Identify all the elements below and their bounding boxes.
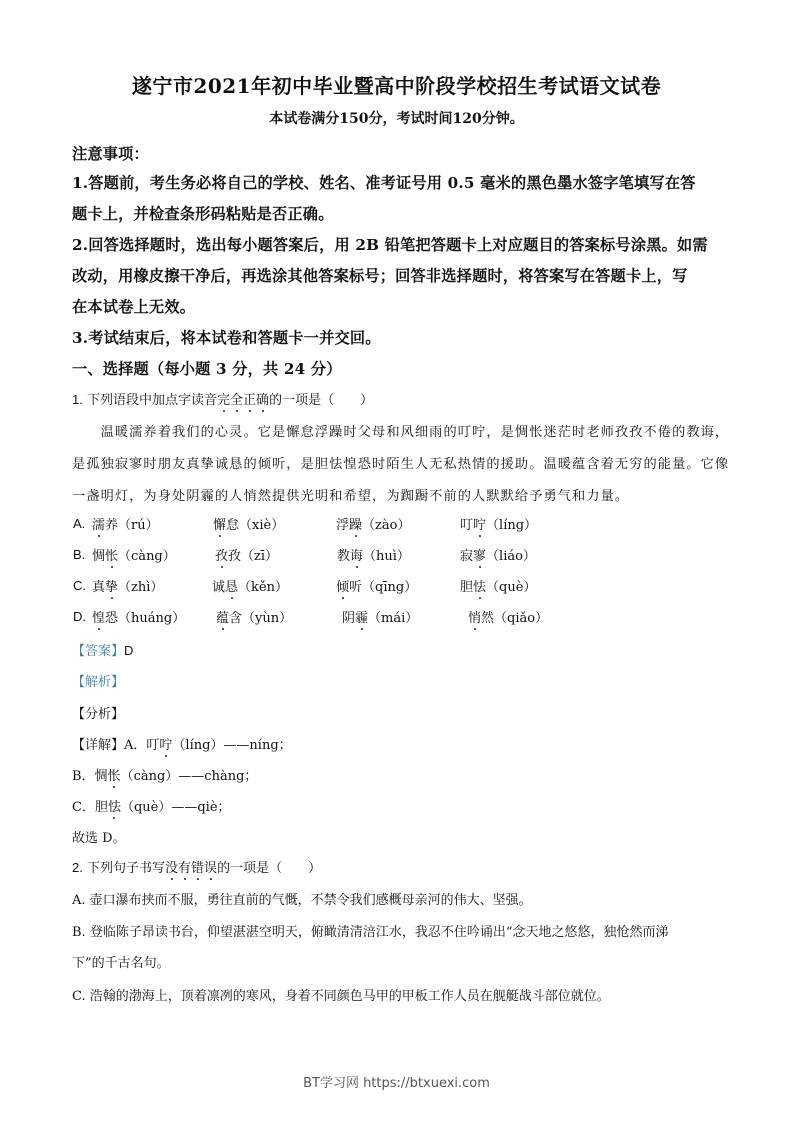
text-fragment: 然（qiǎo） — [481, 611, 549, 626]
text-fragment: （zào） — [362, 518, 411, 533]
emphasized-char: 蕴 — [216, 607, 229, 626]
emphasized-char: 霾 — [355, 607, 368, 626]
emphasized-char: 悄 — [468, 607, 481, 626]
emphasized-char: 没 — [165, 857, 178, 876]
emphasized-char: 怅 — [108, 765, 121, 784]
emphasized-char: 懈 — [213, 514, 226, 533]
emphasized-char: 躁 — [349, 514, 362, 533]
option-item — [92, 576, 163, 595]
exam-title: 遂宁市2021年初中毕业暨高中阶段学校招生考试语文试卷 — [131, 74, 662, 98]
emphasized-char: 诲 — [350, 545, 363, 564]
text-fragment: 浮 — [336, 518, 350, 533]
notice-line-3: 2.回答选择题时，选出每小题答案后，用 2B 铅笔把答题卡上对应题目的答案标号涂黑。如需 — [72, 236, 708, 254]
question-1-passage-line-2: 是孤独寂寥时朋友真挚诚恳的倾听，是胆怯惶恐时陌生人无私热情的援助。温暖蕴含着无穷的能量。它像 — [72, 457, 730, 472]
notice-line-6: 3.考试结束后，将本试卷和答题卡一并交回。 — [72, 329, 381, 347]
text-fragment: （mái） — [368, 611, 419, 626]
emphasized-char: 误 — [204, 857, 217, 876]
option-item — [92, 545, 176, 564]
option-item: B. — [73, 547, 86, 562]
text-fragment: （líng）——níng； — [172, 738, 292, 753]
question-1-stem: 1. 下列语段中加点字读音完全正确的一项是（ ） — [72, 389, 373, 408]
question-1-passage-line-1: 温暖濡养着我们的心灵。它是懈怠浮躁时父母和风细雨的叮咛，是惆怅迷茫时老师孜孜不倦的教诲， — [72, 425, 730, 440]
text-fragment: 听（qīng） — [349, 580, 418, 595]
option-item — [213, 514, 284, 533]
option-item — [460, 576, 536, 595]
question-1-answer — [72, 640, 133, 659]
text-fragment: 叮 — [460, 518, 474, 533]
answer-value: D — [124, 643, 134, 658]
notice-line-5: 在本试卷上无效。 — [72, 298, 196, 316]
text-fragment: （què）——qiè； — [120, 800, 231, 815]
emphasized-char: 挚 — [105, 576, 118, 595]
text-fragment: A．叮 — [124, 738, 160, 753]
emphasized-char: 有 — [178, 857, 191, 876]
option-item — [460, 514, 537, 533]
emphasized-char: 濡 — [92, 514, 105, 533]
emphasized-char: 错 — [191, 857, 204, 876]
question-2-option-c: C. 浩翰的渤海上，顶着凛冽的寒风，身着不同颜色马甲的甲板工作人员在舰艇战斗部位就位。 — [72, 989, 610, 1004]
text-fragment: （què） — [486, 580, 537, 595]
emphasized-char: 孜 — [215, 545, 228, 564]
option-item: C. — [73, 578, 86, 593]
question-1-detail-a: 【详解】A．叮咛（líng）——níng； — [72, 734, 292, 753]
option-item — [336, 514, 410, 533]
text-fragment: （líng） — [486, 518, 538, 533]
notice-line-1: 1.答题前，考生务必将自己的学校、姓名、准考证号用 0.5 毫米的黑色墨水签字笔填写在答 — [72, 174, 696, 192]
text-fragment: 恐（huáng） — [105, 611, 186, 626]
text-fragment: （càng） — [118, 549, 176, 564]
option-item — [92, 607, 185, 626]
option-item — [336, 576, 417, 595]
text-fragment: 养（rú） — [105, 518, 159, 533]
text-fragment: （zhì） — [118, 580, 164, 595]
option-item: D. — [73, 609, 86, 624]
question-2-option-a: A. 壶口瀑布挟而不服，勇往直前的气慨，不禁令我们感概母亲河的伟大、坚强。 — [72, 893, 532, 908]
emphasized-char: 寥 — [473, 545, 486, 564]
text-fragment: （liáo） — [486, 549, 536, 564]
text-fragment: 寂 — [460, 549, 474, 564]
section-1-heading: 一、选择题（每小题 3 分，共 24 分） — [72, 360, 342, 378]
text-fragment: C．胆 — [72, 800, 108, 815]
option-item: A. — [73, 516, 86, 531]
emphasized-char: 怯 — [108, 796, 121, 815]
notice-heading: 注意事项： — [72, 145, 149, 163]
option-item — [468, 607, 548, 626]
question-1-analysis-tag: 【解析】 — [72, 675, 125, 690]
text-fragment: 诚 — [212, 580, 226, 595]
option-item — [460, 545, 536, 564]
text-fragment: 怠（xiè） — [226, 518, 285, 533]
text-fragment: 孜（zī） — [228, 549, 279, 564]
exam-subtitle: 本试卷满分150分，考试时间120分钟。 — [269, 111, 524, 127]
question-1-conclusion: 故选 D。 — [72, 831, 126, 846]
notice-line-4: 改动，用橡皮擦干净后，再选涂其他答案标号；回答非选择题时，将答案写在答题卡上，写 — [72, 267, 688, 285]
answer-tag: 【答案】 — [72, 644, 125, 659]
text-fragment: B．惆 — [72, 769, 108, 784]
question-1-analysis-heading: 【分析】 — [72, 707, 125, 722]
emphasized-char: 咛 — [159, 734, 172, 753]
question-2-stem: 2. 下列句子书写没有错误的一项是（ ） — [72, 857, 321, 876]
option-item — [342, 607, 418, 626]
emphasized-char: 怅 — [105, 545, 118, 564]
text-fragment: 阴 — [342, 611, 356, 626]
emphasized-char: 惶 — [92, 607, 105, 626]
question-2-option-b-cont: 下”的千古名句。 — [72, 956, 170, 971]
emphasized-char: 咛 — [473, 514, 486, 533]
text-fragment: （càng）——chàng； — [120, 769, 258, 784]
option-item — [212, 576, 288, 595]
question-1-detail-c — [72, 796, 231, 815]
text-fragment: 惆 — [92, 549, 106, 564]
question-2-option-b: B. 登临陈子昂读书台，仰望湛湛空明天，俯瞰清清涪江水，我忍不住吟诵出“念天地之悠悠，独怆然而涕 — [72, 925, 669, 940]
option-item — [216, 607, 292, 626]
text-fragment: （kěn） — [238, 580, 288, 595]
text-fragment: 教 — [337, 549, 351, 564]
notice-line-2: 题卡上，并检查条形码粘贴是否正确。 — [72, 205, 334, 223]
emphasized-char: 恳 — [225, 576, 238, 595]
option-item — [92, 514, 159, 533]
text-fragment: 含（yùn） — [229, 611, 293, 626]
watermark-footer: BT学习网 https://btxuexi.com — [303, 1076, 490, 1091]
emphasized-char: 倾 — [336, 576, 349, 595]
emphasized-char: 怯 — [473, 576, 486, 595]
text-fragment: （huì） — [363, 549, 410, 564]
option-item — [215, 545, 278, 564]
text-fragment: 真 — [92, 580, 106, 595]
question-1-passage-line-3: 一盏明灯，为身处阴霾的人悄然提供光明和希望，为踟蹰不前的人默默给予勇气和力量。 — [72, 489, 630, 504]
option-item — [337, 545, 410, 564]
question-1-detail-b — [72, 765, 257, 784]
text-fragment: 胆 — [460, 580, 474, 595]
